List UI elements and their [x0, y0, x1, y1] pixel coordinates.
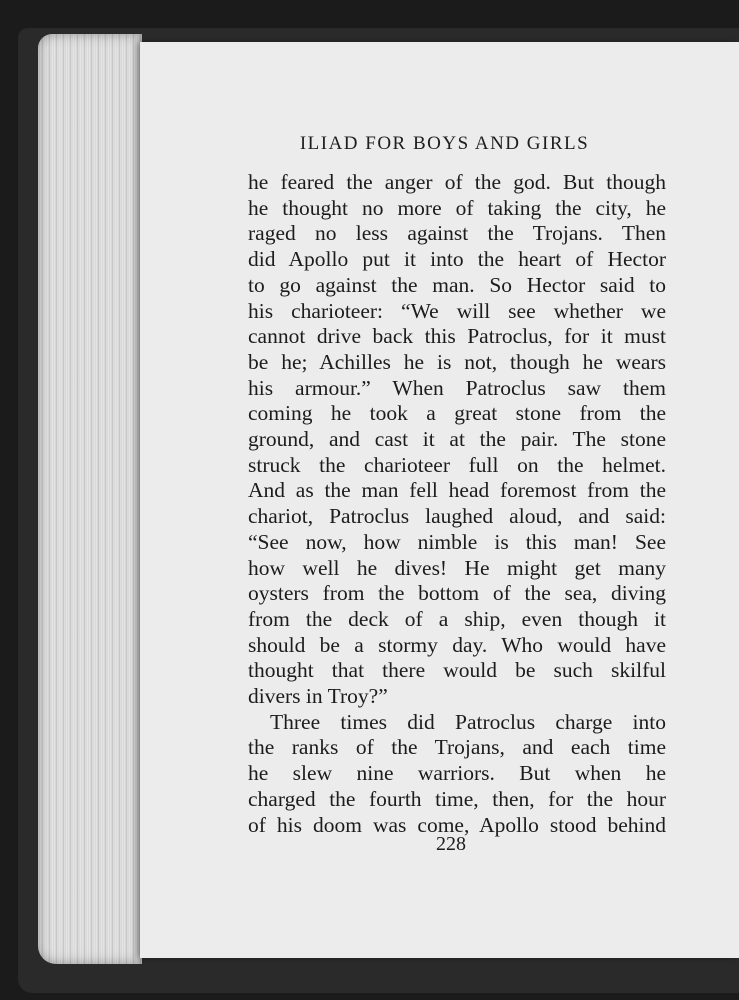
text-line: And as the man fell head foremost from the: [248, 478, 666, 503]
text-line: cannot drive back this Patroclus, for it must: [248, 324, 666, 349]
text-line: he thought no more of taking the city, he: [248, 195, 666, 220]
text-line: of his doom was come, Apollo stood behind: [248, 812, 666, 837]
text-line: raged no less against the Trojans. Then: [248, 221, 666, 246]
text-line: how well he dives! He might get many: [248, 555, 666, 580]
page-edges: [38, 34, 142, 964]
page-number: 228: [436, 833, 466, 855]
running-header: ILIAD FOR BOYS AND GIRLS: [299, 133, 590, 154]
text-line: his charioteer: “We will see whether we: [248, 298, 666, 323]
text-line: his armour.” When Patroclus saw them: [248, 375, 666, 400]
text-line: coming he took a great stone from the: [248, 401, 666, 426]
text-line: thought that there would be such skilful: [248, 658, 666, 683]
text-line: ground, and cast it at the pair. The stone: [248, 427, 666, 452]
text-line: chariot, Patroclus laughed aloud, and said:: [248, 504, 666, 529]
text-line: be he; Achilles he is not, though he wears: [248, 349, 666, 374]
text-line: divers in Troy?”: [248, 684, 388, 709]
text-line: he feared the anger of the god. But though: [248, 170, 666, 194]
text-line: he slew nine warriors. But when he: [248, 761, 666, 786]
text-line: charged the fourth time, then, for the hour: [248, 786, 666, 811]
body-text: [248, 170, 666, 838]
text-line: to go against the man. So Hector said to: [248, 272, 666, 297]
text-line: Three times did Patroclus charge into: [270, 709, 666, 734]
text-line: “See now, how nimble is this man! See: [248, 529, 666, 554]
text-line: from the deck of a ship, even though it: [248, 606, 666, 631]
text-line: the ranks of the Trojans, and each time: [248, 735, 666, 760]
text-line: oysters from the bottom of the sea, diving: [248, 581, 666, 606]
text-line: did Apollo put it into the heart of Hector: [248, 247, 666, 272]
text-line: should be a stormy day. Who would have: [248, 632, 666, 657]
text-line: struck the charioteer full on the helmet.: [248, 452, 666, 477]
